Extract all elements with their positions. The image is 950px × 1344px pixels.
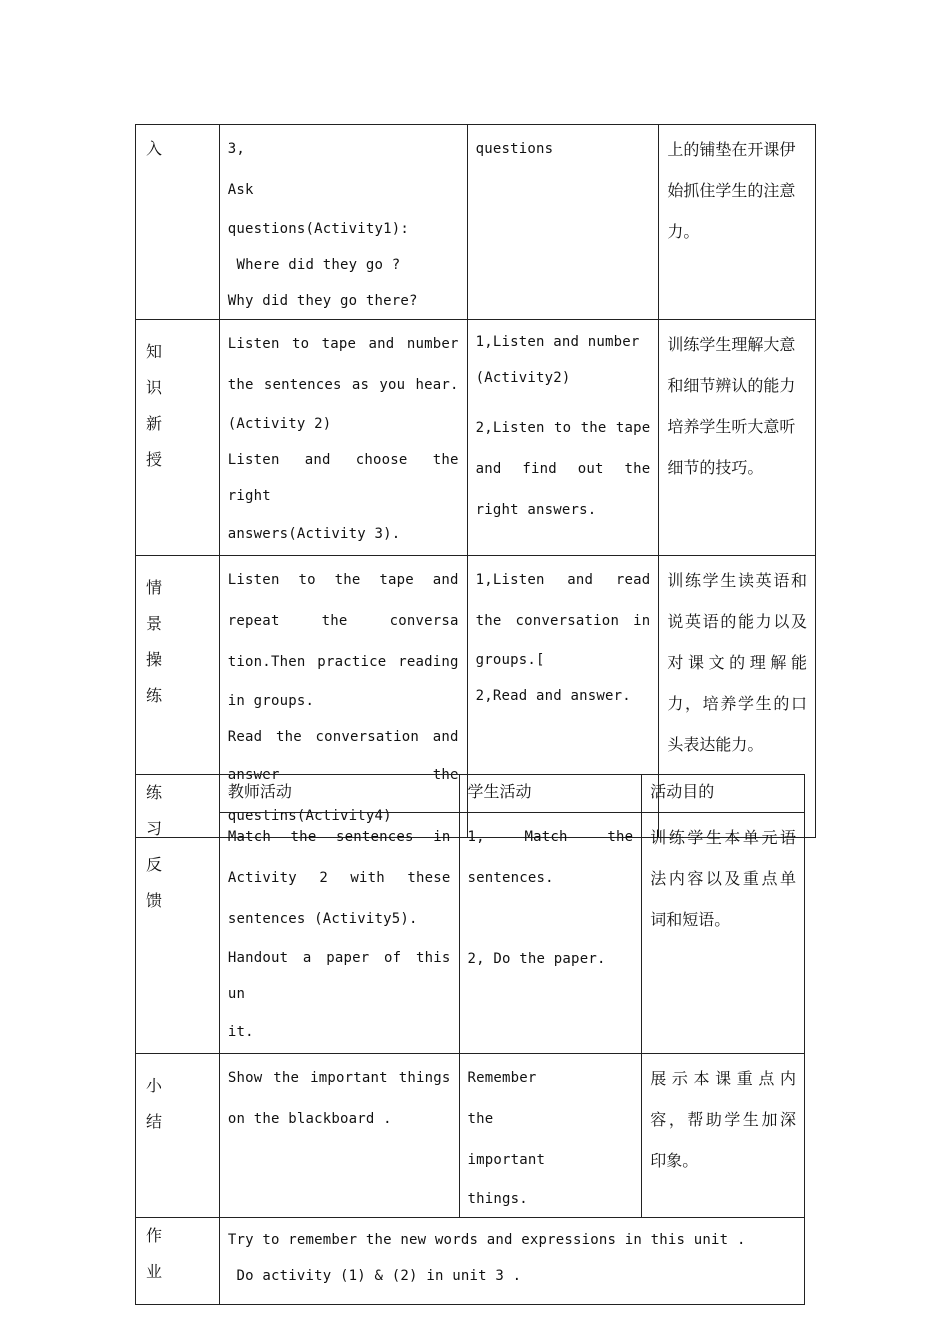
purpose-line: 对课文的理解能 (667, 653, 807, 672)
teacher-line: repeat the conversa (227, 613, 459, 629)
purpose-line: 训练学生理解大意 (667, 335, 796, 354)
purpose-line: 和细节辨认的能力 (667, 376, 796, 395)
teacher-line: Match the sentences in (227, 829, 451, 845)
stage-label: 小 (146, 1076, 163, 1095)
table-row (136, 813, 805, 1054)
stage-label-cell (136, 775, 220, 1054)
header-cell (459, 775, 642, 813)
teacher-line: it. (227, 1024, 254, 1040)
student-line: things. (467, 1191, 528, 1207)
student-line: sentences. (467, 870, 554, 886)
purpose-line: 力。 (667, 222, 700, 241)
student-activity-cell (459, 1054, 642, 1218)
lesson-table-lower (135, 774, 805, 1305)
purpose-line: 印象。 (650, 1151, 699, 1170)
student-line: (Activity2) (475, 370, 571, 386)
student-line: right answers. (475, 502, 597, 518)
student-line: 2,Read and answer. (475, 688, 631, 704)
purpose-line: 训练学生本单元语 (650, 828, 796, 847)
purpose-line: 词和短语。 (650, 910, 731, 929)
purpose-cell (659, 125, 816, 320)
teacher-line: Show the important things (227, 1070, 451, 1086)
stage-label: 景 (146, 614, 163, 633)
purpose-line: 头表达能力。 (667, 735, 764, 754)
stage-label: 练 (146, 783, 163, 802)
teacher-activity-cell (219, 1054, 459, 1218)
teacher-activity-cell (219, 813, 459, 1054)
student-line: groups.[ (475, 652, 545, 668)
lesson-table-upper (135, 124, 816, 838)
teacher-line: on the blackboard . (227, 1111, 392, 1127)
teacher-line: answer the (227, 767, 459, 783)
stage-label: 新 (146, 414, 163, 433)
stage-label: 入 (146, 139, 163, 158)
purpose-cell (659, 320, 816, 556)
stage-label: 结 (146, 1112, 163, 1131)
table-row (136, 1054, 805, 1218)
teacher-line: sentences (Activity5). (227, 911, 418, 927)
student-activity-cell (459, 813, 642, 1054)
purpose-line: 容，帮助学生加深 (650, 1110, 796, 1129)
teacher-line: Listen to tape and number (227, 336, 459, 352)
teacher-line: Activity 2 with these (227, 870, 451, 886)
purpose-cell (642, 813, 805, 1054)
teacher-activity-cell (219, 320, 467, 556)
student-line: questions (475, 141, 554, 157)
teacher-line: questions(Activity1): (227, 221, 409, 237)
table-row (136, 320, 816, 556)
teacher-line: tion.Then practice reading (227, 654, 459, 670)
stage-label: 操 (146, 650, 163, 669)
stage-label: 识 (146, 378, 163, 397)
teacher-line: in groups. (227, 693, 315, 709)
table-row (136, 1218, 805, 1305)
stage-label: 习 (146, 819, 163, 838)
student-activity-cell (467, 320, 659, 556)
teacher-line: Listen and choose the right (227, 452, 468, 504)
purpose-line: 法内容以及重点单 (650, 869, 796, 888)
purpose-line: 训练学生读英语和 (667, 571, 807, 590)
student-line: Remember the (467, 1070, 623, 1127)
student-line: important (467, 1152, 546, 1168)
student-line: and find out the (475, 461, 651, 477)
homework-line: Try to remember the new words and expressions in this unit . (227, 1232, 746, 1248)
purpose-line: 细节的技巧。 (667, 458, 764, 477)
homework-line: Do activity (1) & (2) in unit 3 . (227, 1268, 522, 1284)
teacher-line: Read the conversation and (227, 729, 459, 745)
student-line (468, 899, 634, 939)
stage-label-cell (136, 1218, 220, 1305)
header-cell (219, 775, 459, 813)
stage-label: 馈 (146, 891, 163, 910)
purpose-line: 力，培养学生的口 (667, 694, 807, 713)
purpose-cell (642, 1054, 805, 1218)
teacher-line: (Activity 2) (227, 416, 332, 432)
stage-label: 授 (146, 450, 163, 469)
purpose-line: 上的铺垫在开课伊 (667, 140, 796, 159)
stage-label-cell (136, 125, 220, 320)
purpose-line: 展示本课重点内 (650, 1069, 796, 1088)
student-line: the conversation in (475, 613, 651, 629)
teacher-line: the sentences as you hear. (227, 377, 459, 393)
student-line: 2, Do the paper. (467, 951, 606, 967)
table-row (136, 775, 805, 813)
homework-cell (219, 1218, 804, 1305)
student-activity-cell (467, 125, 659, 320)
student-line: 1,Listen and number (475, 334, 640, 350)
student-activity-header: 学生活动 (467, 782, 532, 801)
purpose-line: 说英语的能力以及 (667, 612, 807, 631)
student-line (476, 396, 651, 408)
table-row (136, 125, 816, 320)
teacher-line: 3, Ask (227, 141, 435, 198)
purpose-line: 培养学生听大意听 (667, 417, 796, 436)
stage-label: 情 (146, 578, 163, 597)
stage-label: 知 (146, 342, 163, 361)
stage-label: 练 (146, 686, 163, 705)
stage-label-cell (136, 320, 220, 556)
teacher-line: answers(Activity 3). (227, 526, 401, 542)
purpose-line: 始抓住学生的注意 (667, 181, 796, 200)
teacher-activity-header: 教师活动 (227, 782, 292, 801)
student-line: 1, Match the (467, 829, 634, 845)
teacher-line: Listen to the tape and (227, 572, 459, 588)
student-line: 1,Listen and read (475, 572, 651, 588)
teacher-line: Handout a paper of this un (227, 950, 460, 1002)
teacher-line: Why did they go there? (227, 293, 418, 309)
purpose-header: 活动目的 (650, 782, 715, 801)
student-line: 2,Listen to the tape (475, 420, 651, 436)
teacher-activity-cell (219, 125, 467, 320)
header-cell (642, 775, 805, 813)
teacher-line: questins(Activity4) (227, 808, 392, 824)
stage-label: 业 (146, 1262, 163, 1281)
teacher-line: Where did they go ? (227, 257, 401, 273)
stage-label: 作 (146, 1226, 163, 1245)
stage-label-cell (136, 1054, 220, 1218)
stage-label: 反 (146, 855, 163, 874)
